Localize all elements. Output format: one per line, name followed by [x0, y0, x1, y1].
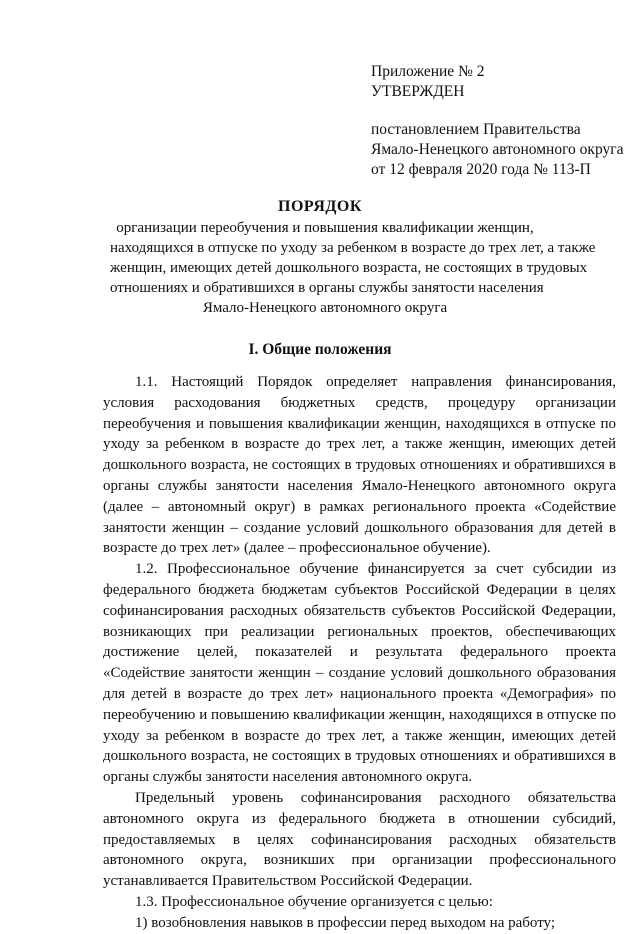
paragraph-line: автономного округа из федерального бюджета в отношении субсидий,	[103, 810, 616, 827]
paragraph-line: переобучению и повышению квалификации женщин, находящихся в отпуске по	[103, 706, 616, 723]
paragraph-line: возникающих при реализации региональных проектов, обеспечивающих	[103, 623, 616, 640]
body-text	[103, 372, 616, 934]
paragraph-line: (далее – автономный округ) в рамках регионального проекта «Содействие	[103, 498, 616, 515]
subtitle-line: отношениях и обратившихся в органы службы занятости населения	[110, 280, 544, 296]
paragraph-line: дошкольного возраста, не состоящих в трудовых отношениях и обратившихся в	[103, 748, 616, 765]
appendix-number: Приложение № 2	[371, 63, 485, 80]
government-line: Ямало-Ненецкого автономного округа	[371, 141, 624, 158]
approval-spacer	[371, 102, 631, 120]
paragraph-line: устанавливается Правительством Российской Федерации.	[103, 873, 473, 890]
paragraph-line: достижение целей, показателей и результата федерального проекта	[103, 644, 616, 661]
paragraph-line: 1.3. Профессиональное обучение организуется с целью:	[135, 893, 493, 910]
paragraph-line: дошкольного возраста, не состоящих в трудовых отношениях и обратившихся в	[103, 457, 616, 474]
paragraph-line: Предельный уровень софинансирования расходного обязательства	[135, 789, 616, 806]
paragraph-line: переобучения и повышения квалификации женщин, находящихся в отпуске по	[103, 415, 616, 432]
paragraph-line: 1.1. Настоящий Порядок определяет направления финансирования,	[135, 374, 616, 390]
paragraph-line: условия расходования бюджетных средств, процедуру организации	[103, 394, 616, 411]
decree-date-line: от 12 февраля 2020 года № 113-П	[371, 161, 591, 178]
decree-line: постановлением Правительства	[371, 121, 581, 138]
paragraph-line: предоставляемых в целях софинансирования расходных обязательств	[103, 831, 616, 848]
paragraph-line: автономного округа, возникших при организации профессионального	[103, 852, 616, 869]
paragraph-line: «Содействие занятости женщин – создание условий дошкольного образования	[103, 665, 616, 682]
section-heading: I. Общие положения	[248, 341, 392, 358]
paragraph-line: органы службы занятости населения автономного округа.	[103, 769, 473, 786]
approval-block	[371, 62, 631, 180]
paragraph-line: для детей в возрасте до трех лет» национального проекта «Демография» по	[103, 685, 616, 702]
document-subtitle	[110, 218, 596, 318]
document-title: ПОРЯДОК	[278, 198, 362, 215]
subtitle-line: находящихся в отпуске по уходу за ребенком в возрасте до трех лет, а также	[110, 240, 596, 256]
paragraph-line: органы службы занятости населения Ямало-Ненецкого автономного округа	[103, 477, 616, 494]
subtitle-line: организации переобучения и повышения квалификации женщин,	[116, 220, 534, 236]
approved-label: УТВЕРЖДЕН	[371, 83, 465, 100]
paragraph-line: уходу за ребенком в возрасте до трех лет, а также женщин, имеющих детей	[103, 727, 616, 744]
subtitle-line: Ямало-Ненецкого автономного округа	[202, 300, 448, 316]
paragraph-line: уходу за ребенком в возрасте до трех лет, а также женщин, имеющих детей	[103, 436, 616, 453]
paragraph-line: 1.2. Профессиональное обучение финансируется за счет субсидии из	[135, 561, 616, 578]
paragraph-line: 1) возобновления навыков в профессии перед выходом на работу;	[135, 914, 556, 931]
paragraph-line: возрасте до трех лет» (далее – профессиональное обучение).	[103, 540, 491, 557]
paragraph-line: софинансирования расходных обязательств субъектов Российской Федерации,	[103, 602, 616, 619]
paragraph-line: занятости женщин – создание условий дошкольного образования для детей в	[103, 519, 616, 536]
paragraph-line: федерального бюджета бюджетам субъектов Российской Федерации в целях	[103, 581, 616, 598]
subtitle-line: женщин, имеющих детей дошкольного возраста, не состоящих в трудовых	[110, 260, 588, 276]
